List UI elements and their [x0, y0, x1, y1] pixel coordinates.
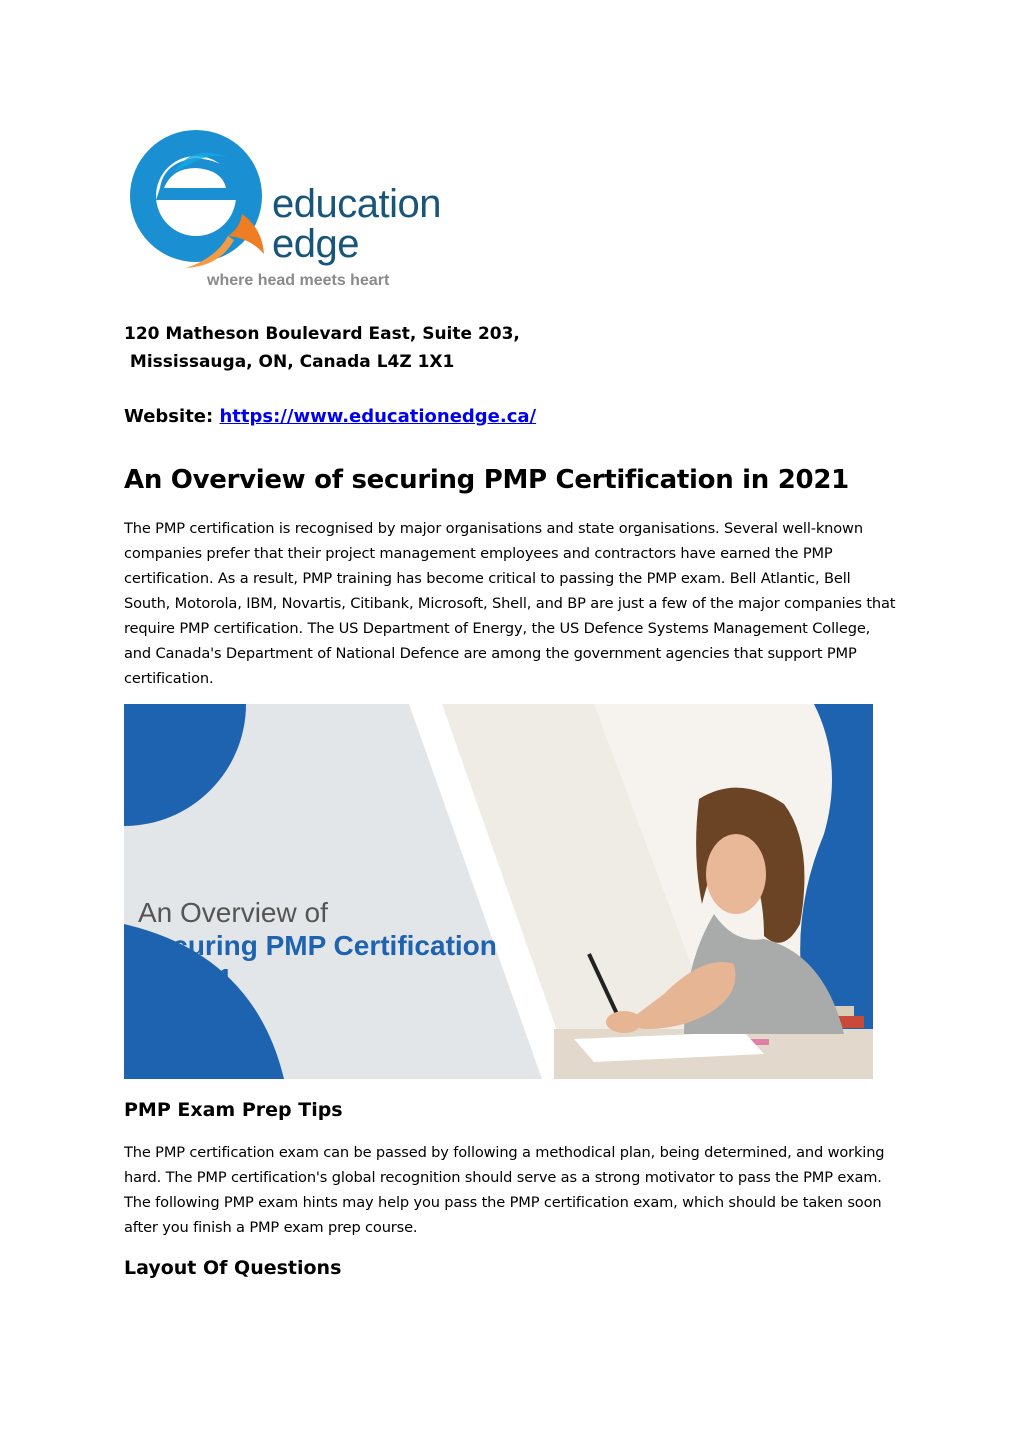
- website-label: Website:: [124, 406, 214, 427]
- hero-image: [124, 704, 873, 1079]
- hero-caption: [138, 896, 497, 995]
- address-line-2: Mississauga, ON, Canada L4Z 1X1: [124, 352, 455, 372]
- section-heading-exam-prep: PMP Exam Prep Tips: [124, 1099, 343, 1121]
- hero-illustration: [124, 704, 873, 1079]
- address-block: [124, 320, 520, 376]
- logo-word-edge: edge: [272, 222, 359, 266]
- website-link[interactable]: https://www.educationedge.ca/: [219, 406, 537, 427]
- logo-tagline: where head meets heart: [207, 272, 390, 289]
- section-heading-layout: Layout Of Questions: [124, 1257, 342, 1279]
- education-edge-logo[interactable]: [124, 128, 469, 293]
- article-title: An Overview of securing PMP Certification in 2021: [124, 465, 849, 495]
- hero-line-3: in 2021: [138, 963, 233, 994]
- website-line: [124, 403, 536, 431]
- intro-paragraph: The PMP certification is recognised by major organisations and state organisations. Several well-known companies prefer that their project management employees and contractors have earned the PMP certification. As a result, PMP training has become critical to passing the PMP exam. Bell Atlantic, Bell South, Motorola, IBM, Novartis, Citibank, Microsoft, Shell, and BP are just a few of the major companies that require PMP certification. The US Department of Energy, the US Defence Systems Management College, and Canada's Department of National Defence are among the government agencies that support PMP certification.: [124, 520, 896, 687]
- address-line-1: 120 Matheson Boulevard East, Suite 203,: [124, 324, 520, 344]
- logo-word-education: education: [272, 182, 441, 226]
- hero-line-2: Securing PMP Certification: [138, 930, 497, 961]
- hero-line-1: An Overview of: [138, 897, 328, 928]
- exam-prep-paragraph: The PMP certification exam can be passed by following a methodical plan, being determined, and working hard. The PMP certification's global recognition should serve as a strong motivator to pass the PMP exam. The following PMP exam hints may help you pass the PMP certification exam, which should be taken soon after you finish a PMP exam prep course.: [124, 1144, 885, 1236]
